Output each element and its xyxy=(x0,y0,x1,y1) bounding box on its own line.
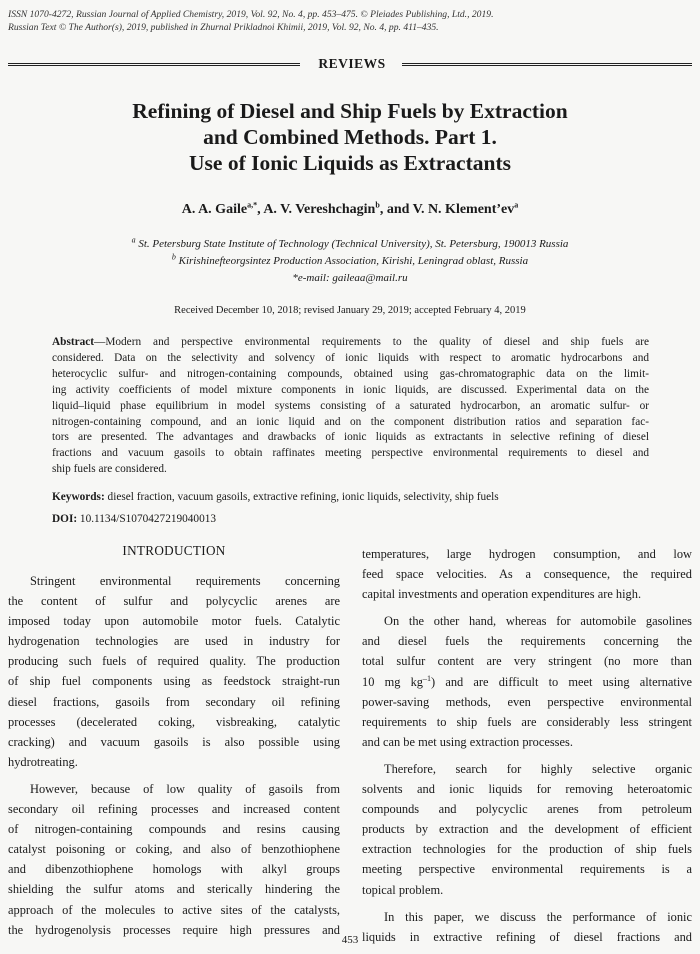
author-separator: , and xyxy=(379,202,413,217)
author-list xyxy=(0,202,700,218)
body-line: hydrogenation technologies are used in industry for xyxy=(8,634,340,649)
keywords-text: diesel fraction, vacuum gasoils, extractive refining, ionic liquids, selectivity, ship fuels xyxy=(104,491,499,503)
body-line: shielding the sulfur atoms and sterically hindering the xyxy=(8,882,340,897)
body-line: In this paper, we discuss the performance of ionic xyxy=(384,909,692,924)
body-line: meeting perspective environmental requirements is a xyxy=(362,862,692,877)
body-line: Therefore, search for highly selective organic xyxy=(384,761,692,776)
author-name: A. V. Vereshchagin xyxy=(263,202,376,217)
abstract-line: liquid–liquid phase equilibrium in model systems consisting of a saturated hydrocarbon, an aromatic sulfur- or xyxy=(52,399,649,412)
abstract-line: ship fuels are considered. xyxy=(52,463,167,476)
body-line: products by extraction and the development of efficient xyxy=(362,822,692,837)
body-line xyxy=(362,672,692,692)
body-line: imposed today upon automobile motor fuels. Catalytic xyxy=(8,614,340,629)
body-line: liquids in extractive refining of diesel fractions and xyxy=(362,929,692,944)
title-line: Refining of Diesel and Ship Fuels by Extraction xyxy=(132,99,568,123)
body-line: On the other hand, whereas for automobile gasolines xyxy=(384,614,692,629)
body-line: requirements to ship fuels are considerably less stringent xyxy=(362,714,692,729)
body-line: processes (decelerated coking, visbreaking, catalytic xyxy=(8,714,340,729)
right-column xyxy=(362,544,692,947)
abstract-line: heterocyclic sulfur- and nitrogen-containing compounds, obtained using gas-chromatographic data on the limit- xyxy=(52,367,649,380)
body-line: capital investments and operation expenditures are high. xyxy=(362,587,642,602)
affiliation-mark: a xyxy=(131,235,136,245)
affiliation-a xyxy=(0,235,700,250)
left-column xyxy=(8,571,340,940)
body-line: total sulfur content are very stringent (no more than xyxy=(362,654,692,669)
body-line: However, because of low quality of gasoils from xyxy=(30,781,340,796)
author-affiliation-mark: a xyxy=(514,200,519,210)
double-rule-right xyxy=(402,63,692,66)
affiliation-text: St. Petersburg State Institute of Technology (Technical University), St. Petersburg, 190013 Russia xyxy=(138,238,569,250)
body-line: the hydrogenolysis processes require high pressures and xyxy=(8,922,340,937)
body-line: and can be met using extraction processes. xyxy=(362,734,573,749)
doi-label: DOI: xyxy=(52,513,78,525)
author-affiliation-mark: b xyxy=(375,200,380,210)
russian-text-line: Russian Text © The Author(s), 2019, published in Zhurnal Prikladnoi Khimii, 2019, Vol. 92, No. 4, pp. 411–435. xyxy=(8,22,439,33)
abstract-line: nitrogen-containing compound, and an ionic liquid and on the component distribution ratios and separation fac- xyxy=(52,415,649,428)
abstract-line: considered. Data on the selectivity and solvency of ionic liquids with respect to aromatic hydrocarbons and xyxy=(52,351,649,364)
section-header xyxy=(8,58,692,72)
body-line: temperatures, large hydrogen consumption, and low xyxy=(362,547,692,561)
title-line: and Combined Methods. Part 1. xyxy=(203,125,497,149)
section-label: REVIEWS xyxy=(318,56,386,71)
double-rule-left xyxy=(8,63,300,66)
doi[interactable] xyxy=(52,513,216,525)
abstract-line xyxy=(52,335,649,351)
body-line: solvents and ionic liquids for removing heteroatomic xyxy=(362,782,692,797)
page-number: 453 xyxy=(341,934,359,946)
abstract xyxy=(52,335,649,478)
keywords-label: Keywords: xyxy=(52,491,105,503)
article-title xyxy=(40,98,660,176)
doi-value[interactable]: 10.1134/S1070427219040013 xyxy=(77,513,217,525)
abstract-line: tors are presented. The advantages and drawbacks of ionic liquids as extractants in selective refining of diesel xyxy=(52,431,649,444)
body-line: diesel fractions, gasoils from secondary oil refining xyxy=(8,694,340,709)
corresponding-email: *e-mail: gaileaa@mail.ru xyxy=(292,272,408,284)
received-dates: Received December 10, 2018; revised January 29, 2019; accepted February 4, 2019 xyxy=(174,305,526,316)
author-name: V. N. Klement’ev xyxy=(412,202,515,217)
abstract-line: fractions and vacuum gasoils to obtain raffinates meeting perspective environmental requirements to diesel and xyxy=(52,447,649,460)
journal-citation-line: ISSN 1070-4272, Russian Journal of Applied Chemistry, 2019, Vol. 92, No. 4, pp. 453–475. © Pleiades Publishing, Ltd., 2019. xyxy=(8,9,494,20)
body-line: cracking) and vacuum gasoils is also possible using xyxy=(8,734,340,749)
body-line: compounds and polycyclic arenes from petroleum xyxy=(362,802,692,817)
author-separator: , xyxy=(257,202,264,217)
body-text: ) and are difficult to meet using alternative xyxy=(431,674,692,689)
keywords xyxy=(52,491,652,503)
author-name: A. A. Gaile xyxy=(181,202,248,217)
body-line: approach of the molecules to active sites of the catalysts, xyxy=(8,902,340,917)
body-line: producing such fuels of required quality. The production xyxy=(8,654,340,669)
title-line: Use of Ionic Liquids as Extractants xyxy=(189,151,511,175)
body-line: extraction technologies for the production of ship fuels xyxy=(362,842,692,857)
body-line: secondary oil refining processes and increased content xyxy=(8,802,340,817)
body-line: and dibenzothiophene homologs with alkyl groups xyxy=(8,862,340,877)
unit-exponent: –1 xyxy=(423,673,431,683)
author-affiliation-mark: a,* xyxy=(247,200,258,210)
abstract-line: ing activity coefficients of model mixture components in ionic liquids, are discussed. Experimental data on the xyxy=(52,383,649,396)
body-line: of nitrogen-containing compounds and resins causing xyxy=(8,822,340,837)
body-line: hydrotreating. xyxy=(8,754,78,769)
section-heading-introduction: INTRODUCTION xyxy=(122,543,226,558)
body-line: power-saving methods, even perspective environmental xyxy=(362,694,692,709)
body-line: of ship fuel components using as feedstock straight-run xyxy=(8,674,340,689)
affiliation-mark: b xyxy=(171,252,176,262)
body-line: feed space velocities. As a consequence, the required xyxy=(362,567,692,582)
body-text: 10 mg kg xyxy=(362,674,423,689)
body-line: Stringent environmental requirements concerning xyxy=(30,574,340,588)
abstract-label: Abstract xyxy=(52,336,95,348)
abstract-text: —Modern and perspective environmental requirements to the quality of diesel and ship fuels are xyxy=(94,336,649,348)
body-line: topical problem. xyxy=(362,882,444,897)
body-line: catalyst poisoning or coking, and also of benzothiophene xyxy=(8,842,340,857)
affiliation-b xyxy=(0,252,700,267)
body-line: and diesel fuels the requirements concerning the xyxy=(362,634,692,649)
body-line: the content of sulfur and polycyclic arenes are xyxy=(8,594,340,609)
affiliation-text: Kirishinefteorgsintez Production Association, Kirishi, Leningrad oblast, Russia xyxy=(178,255,529,267)
